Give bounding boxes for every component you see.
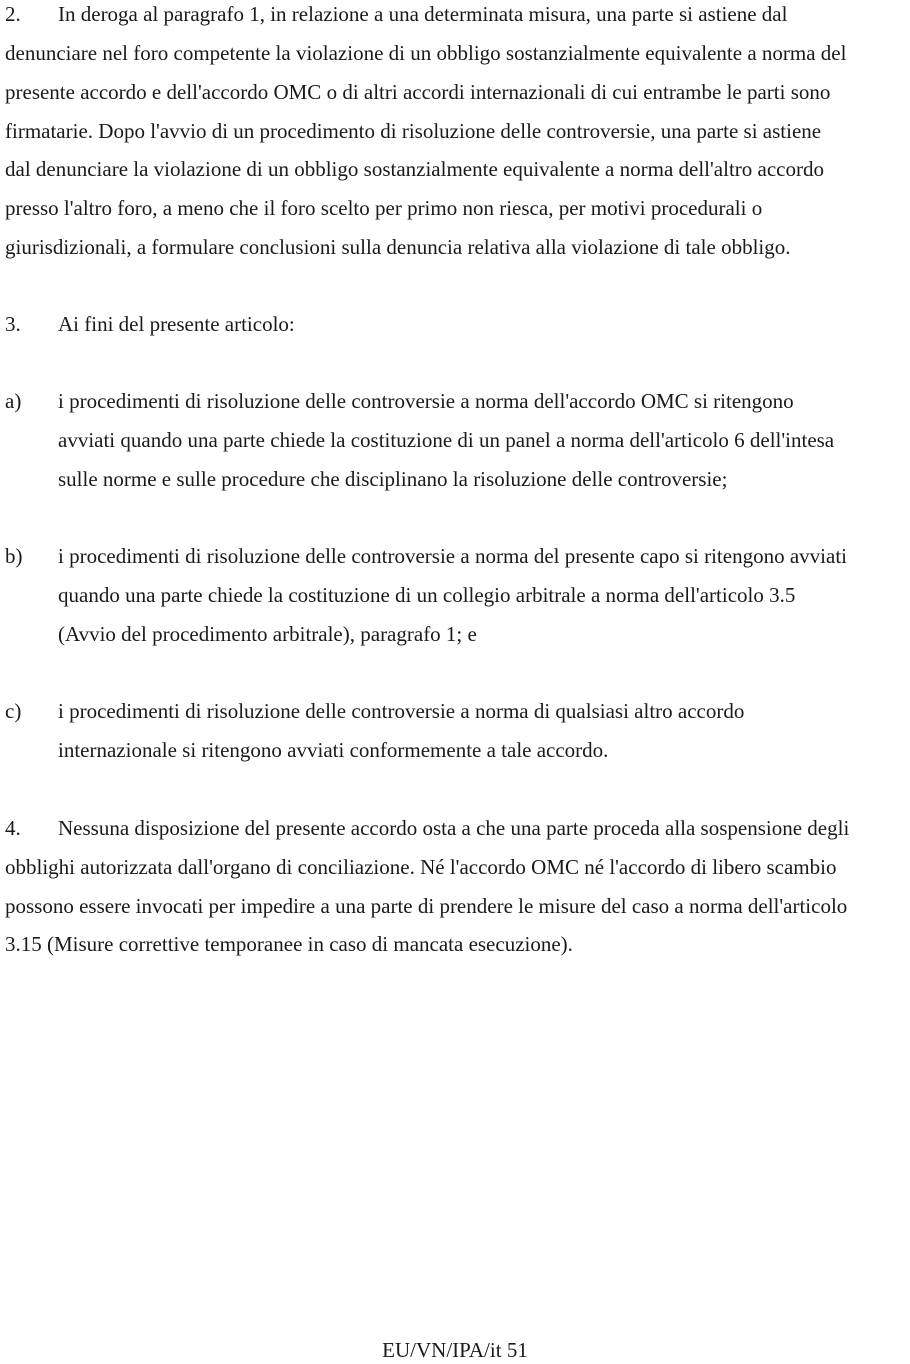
list-item-line: avviati quando una parte chiede la costituzione di un panel a norma dell'articolo 6 dell'intesa	[58, 428, 835, 452]
paragraph-line: denunciare nel foro competente la violazione di un obbligo sostanzialmente equivalente a norma del	[5, 41, 847, 65]
paragraph-line: dal denunciare la violazione di un obbligo sostanzialmente equivalente a norma dell'altro accordo	[5, 157, 824, 181]
list-item-line: quando una parte chiede la costituzione di un collegio arbitrale a norma dell'articolo 3.5	[58, 583, 796, 607]
paragraph-number: 4.	[5, 816, 21, 840]
paragraph-line: possono essere invocati per impedire a una parte di prendere le misure del caso a norma dell'articolo	[5, 894, 848, 918]
list-item-line: i procedimenti di risoluzione delle controversie a norma di qualsiasi altro accordo	[58, 699, 745, 723]
paragraph-number: 2.	[5, 2, 21, 26]
paragraph-line: presente accordo e dell'accordo OMC o di altri accordi internazionali di cui entrambe le parti sono	[5, 80, 831, 104]
paragraph-line: presso l'altro foro, a meno che il foro scelto per primo non riesca, per motivi procedurali o	[5, 196, 763, 220]
page-footer-reference: EU/VN/IPA/it 51	[382, 1338, 528, 1362]
list-item-line: internazionale si ritengono avviati conformemente a tale accordo.	[58, 738, 609, 762]
paragraph-number: 3.	[5, 312, 21, 336]
list-item-line: sulle norme e sulle procedure che disciplinano la risoluzione delle controversie;	[58, 467, 728, 491]
paragraph-line: In deroga al paragrafo 1, in relazione a una determinata misura, una parte si astiene dal	[58, 2, 788, 26]
paragraph-line: Ai fini del presente articolo:	[58, 312, 295, 336]
paragraph-line: Nessuna disposizione del presente accordo osta a che una parte proceda alla sospensione degli	[58, 816, 850, 840]
paragraph-line: giurisdizionali, a formulare conclusioni sulla denuncia relativa alla violazione di tale obbligo.	[5, 235, 791, 259]
paragraph-line: firmatarie. Dopo l'avvio di un procedimento di risoluzione delle controversie, una parte si astiene	[5, 119, 822, 143]
list-item-line: i procedimenti di risoluzione delle controversie a norma dell'accordo OMC si ritengono	[58, 389, 794, 413]
list-item-line: (Avvio del procedimento arbitrale), paragrafo 1; e	[58, 622, 477, 646]
list-item-label: a)	[5, 389, 22, 413]
paragraph-line: 3.15 (Misure correttive temporanee in caso di mancata esecuzione).	[5, 932, 573, 956]
paragraph-line: obblighi autorizzata dall'organo di conciliazione. Né l'accordo OMC né l'accordo di libero scambio	[5, 855, 837, 879]
list-item-line: i procedimenti di risoluzione delle controversie a norma del presente capo si ritengono avviati	[58, 544, 847, 568]
list-item-label: b)	[5, 544, 23, 568]
list-item-label: c)	[5, 699, 22, 723]
